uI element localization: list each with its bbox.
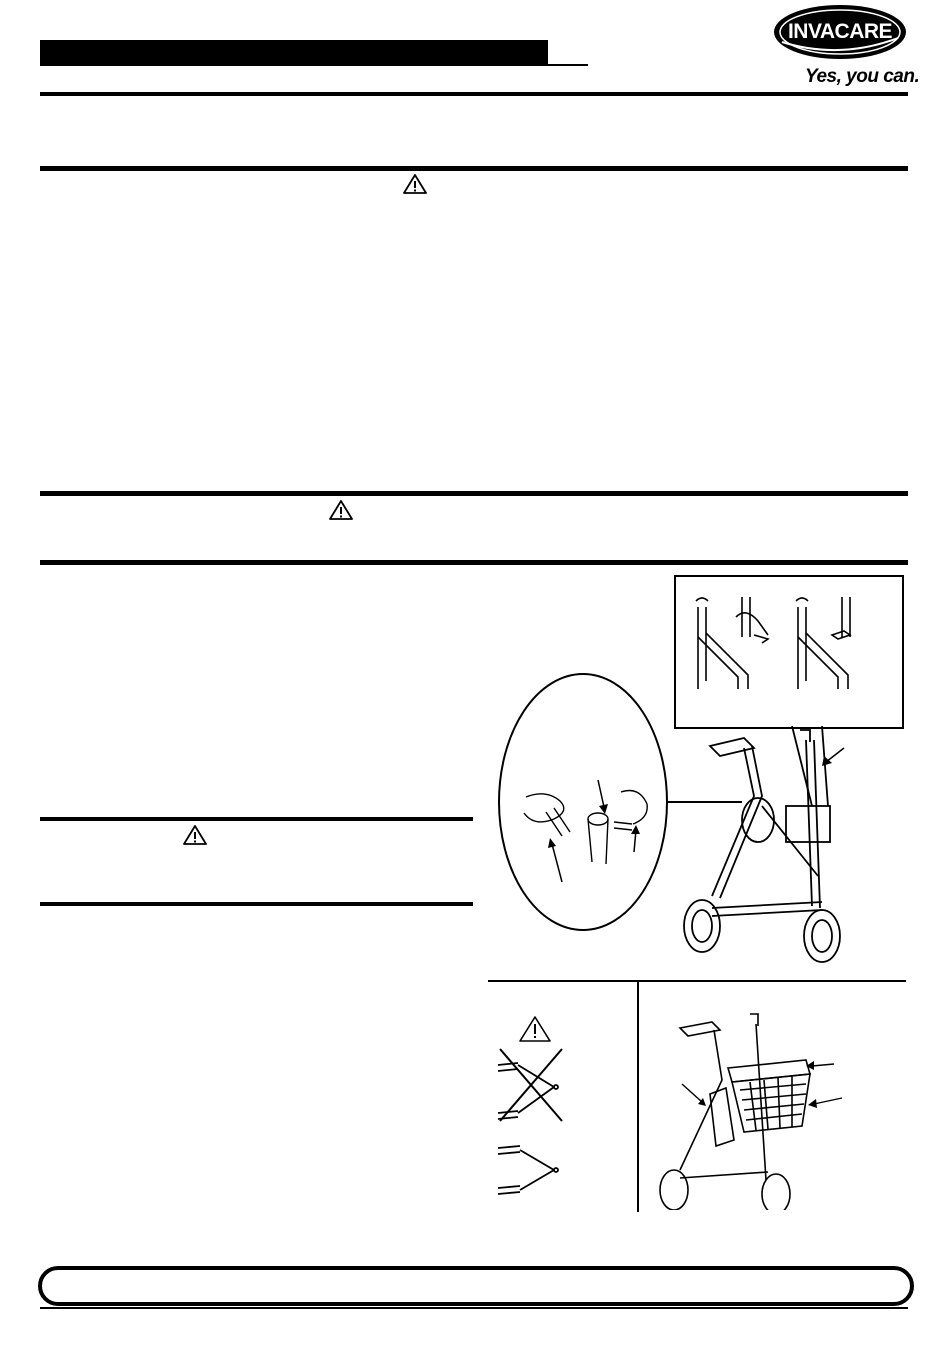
magnified-detail-oval <box>496 672 672 934</box>
rollator-with-basket-illustration <box>650 1010 850 1210</box>
arrow-pointer-icon <box>822 748 844 766</box>
header-title-underline <box>548 64 588 66</box>
arrow-pointer-icon <box>682 1084 706 1106</box>
header-rule <box>40 92 908 96</box>
incorrect-fold-illustration <box>492 1045 572 1125</box>
warning-triangle-icon <box>519 1016 551 1042</box>
section1-rule <box>40 166 908 171</box>
warning-triangle-icon <box>329 500 353 520</box>
figure-divider-horizontal <box>488 980 906 982</box>
logo-text: INVACARE <box>787 20 893 43</box>
warning-triangle-icon <box>403 174 427 194</box>
footer-oval-box <box>38 1266 914 1306</box>
header-title-bar <box>40 40 548 66</box>
arrow-pointer-icon <box>806 1061 834 1070</box>
cross-out-icon <box>500 1049 562 1121</box>
rollator-illustration <box>672 726 872 966</box>
correct-fold-illustration <box>492 1140 572 1204</box>
left-section-rule-bottom <box>40 902 473 906</box>
section2-rule-top <box>40 491 908 496</box>
warning-triangle-icon <box>183 825 207 845</box>
detail-inset-box <box>674 575 904 729</box>
invacare-logo <box>770 2 910 62</box>
section2-rule-bottom <box>40 560 908 565</box>
brake-detail-illustration <box>676 577 902 727</box>
footer-rule <box>40 1307 908 1309</box>
tagline: Yes, you can. <box>805 66 920 87</box>
arrow-pointer-icon <box>808 1098 842 1108</box>
left-section-rule-top <box>40 817 473 821</box>
figure-divider-vertical <box>637 980 639 1212</box>
